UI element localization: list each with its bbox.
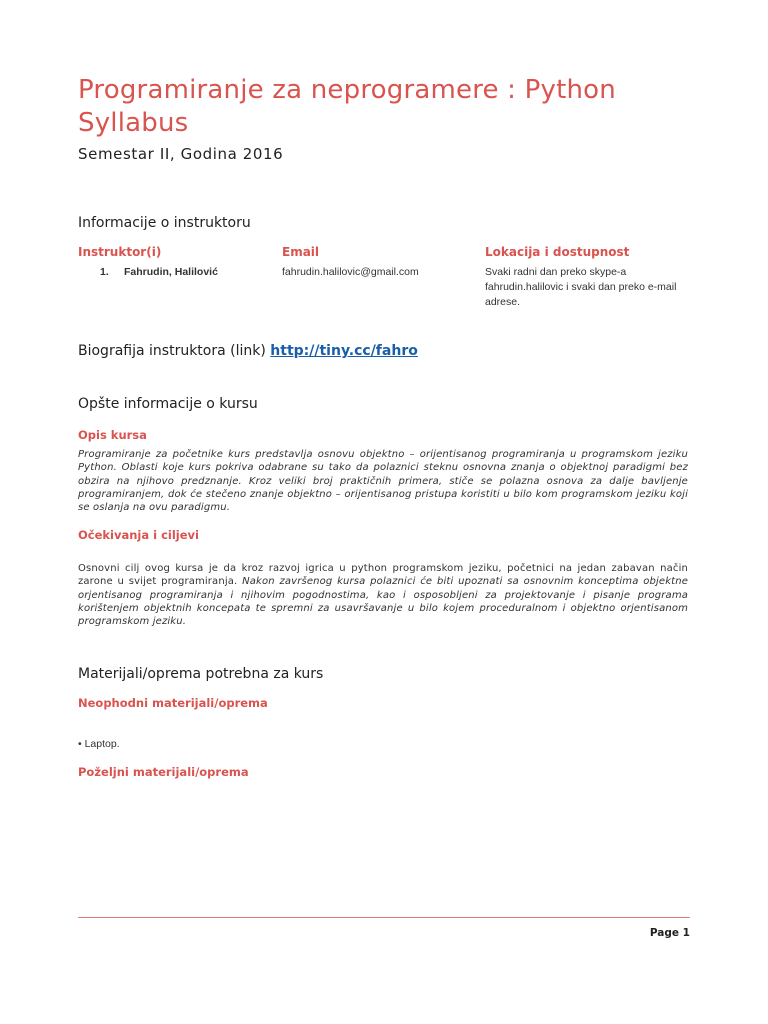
instructor-number: 1. xyxy=(100,266,109,278)
semester-subtitle: Semestar II, Godina 2016 xyxy=(78,145,284,163)
course-description-heading: Opis kursa xyxy=(78,428,147,442)
instructor-name: Fahrudin, Halilović xyxy=(124,266,218,278)
goals-text-italic: Nakon završenog kursa polaznici će biti upoznati sa osnovnim konceptima objektne orjentisanog programiranja i njihovim pogodnostima, kao i osposobljeni za projektovanje i pisanje programa korištenjem objektnih koncepata te spremni za usavršavanje u bilo kojem proceduralnom i objektno orjentisanom programskom jeziku. xyxy=(78,576,689,628)
goals-text-plain: Osnovni cilj ovog kursa je da kroz razvoj igrica u python programskom jeziku, početnici na jedan zabavan način zarone u svijet programiranja. xyxy=(78,563,688,588)
instructor-info-heading: Informacije o instruktoru xyxy=(78,215,251,231)
course-description-text: Programiranje za početnike kurs predstavlja osnovu objektno – orijentisanog programiranja u programskom jeziku Python. Oblasti koje kurs pokriva odabrane su tako da polaznici steknu osnovna znanja o objektnoj paradigmi bez obzira na njihovo predznanje. Kroz veliki broj praktičnih primera, stiče se polazna osnova za dalje bavljenje programiranjem, dok će stečeno znanje objektno – orijentisanog pristupa koristiti u bilo kom programskom jeziku koji se oslanja na ovu paradigmu. xyxy=(78,449,688,514)
instructor-email: fahrudin.halilovic@gmail.com xyxy=(282,266,419,278)
general-info-heading: Opšte informacije o kursu xyxy=(78,396,258,412)
materials-heading: Materijali/oprema potrebna za kurs xyxy=(78,666,324,682)
column-header-location: Lokacija i dostupnost xyxy=(485,245,630,259)
column-header-instructor: Instruktor(i) xyxy=(78,245,162,259)
instructor-availability: Svaki radni dan preko skype-a fahrudin.halilovic i svaki dan preko e-mail adrese. xyxy=(485,266,677,308)
required-item-laptop: • Laptop. xyxy=(78,738,120,750)
footer-divider xyxy=(78,917,690,918)
bio-label: Biografija instruktora (link) xyxy=(78,343,266,359)
goals-heading: Očekivanja i ciljevi xyxy=(78,528,199,542)
goals-text xyxy=(78,562,688,628)
bio-link[interactable]: http://tiny.cc/fahro xyxy=(270,343,418,359)
document-title: Programiranje za neprogramere : Python Syllabus xyxy=(78,75,616,138)
required-materials-heading: Neophodni materijali/oprema xyxy=(78,696,268,710)
bio-line xyxy=(78,343,418,359)
page-number: Page 1 xyxy=(649,927,690,939)
column-header-email: Email xyxy=(282,245,320,259)
optional-materials-heading: Poželjni materijali/oprema xyxy=(78,765,249,779)
